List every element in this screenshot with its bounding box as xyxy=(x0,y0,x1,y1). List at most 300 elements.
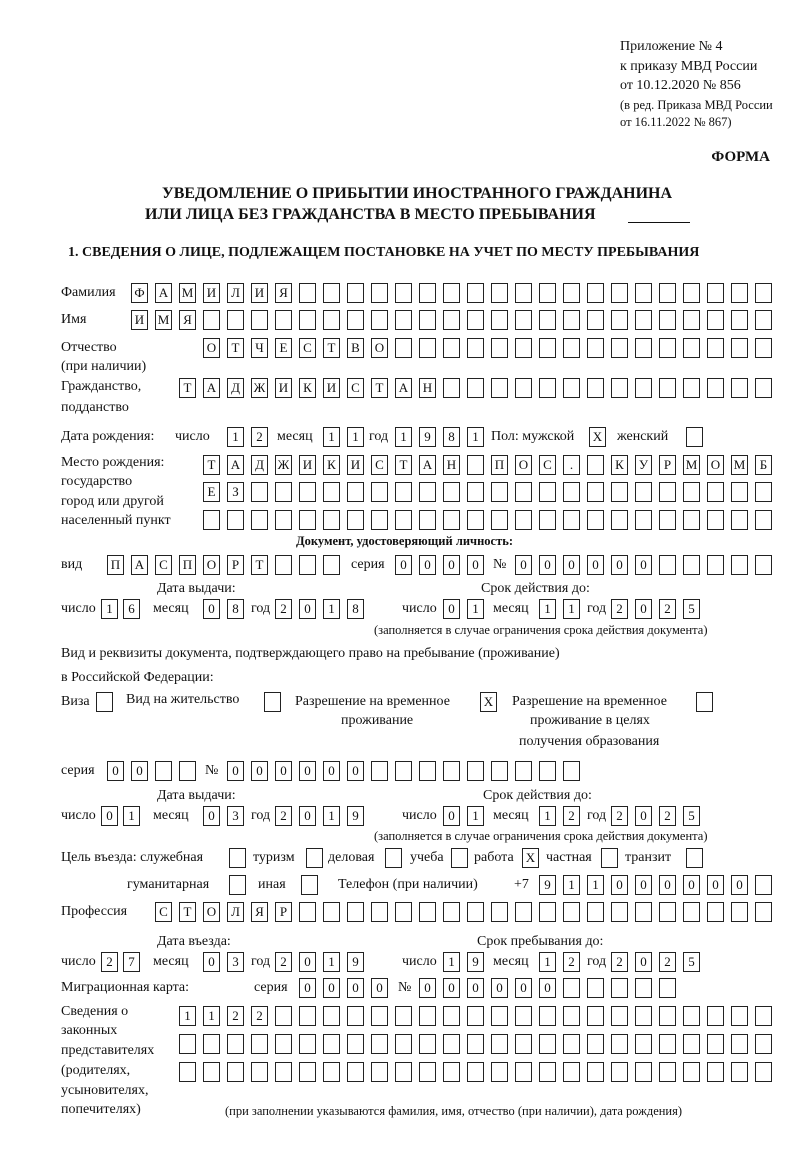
char-cell[interactable]: 2 xyxy=(563,952,580,972)
char-cell[interactable] xyxy=(323,1062,340,1082)
char-cell[interactable]: 2 xyxy=(659,599,676,619)
char-cell[interactable] xyxy=(635,482,652,502)
char-cell[interactable]: 5 xyxy=(683,806,700,826)
char-cell[interactable] xyxy=(491,902,508,922)
checkbox[interactable] xyxy=(301,875,318,895)
char-cell[interactable]: 0 xyxy=(635,875,652,895)
char-cell[interactable] xyxy=(755,1062,772,1082)
char-cell[interactable]: О xyxy=(203,338,220,358)
char-cell[interactable]: 2 xyxy=(659,806,676,826)
char-cell[interactable] xyxy=(659,338,676,358)
char-cell[interactable] xyxy=(635,283,652,303)
char-cell[interactable] xyxy=(515,378,532,398)
char-cell[interactable] xyxy=(587,510,604,530)
char-cell[interactable] xyxy=(323,902,340,922)
char-cell[interactable]: 9 xyxy=(419,427,436,447)
char-cell[interactable]: С xyxy=(155,555,172,575)
char-cell[interactable]: 0 xyxy=(299,761,316,781)
char-cell[interactable] xyxy=(443,761,460,781)
char-cell[interactable]: П xyxy=(107,555,124,575)
char-cell[interactable]: Ч xyxy=(251,338,268,358)
char-cell[interactable] xyxy=(659,482,676,502)
char-cell[interactable] xyxy=(563,283,580,303)
char-cell[interactable] xyxy=(275,1034,292,1054)
char-cell[interactable] xyxy=(659,1006,676,1026)
char-cell[interactable] xyxy=(203,310,220,330)
char-cell[interactable] xyxy=(515,310,532,330)
char-cell[interactable] xyxy=(299,1062,316,1082)
char-cell[interactable]: 0 xyxy=(299,599,316,619)
char-cell[interactable]: Д xyxy=(227,378,244,398)
char-cell[interactable]: Я xyxy=(275,283,292,303)
char-cell[interactable]: 2 xyxy=(275,806,292,826)
char-cell[interactable]: И xyxy=(275,378,292,398)
char-cell[interactable]: 1 xyxy=(587,875,604,895)
char-cell[interactable] xyxy=(587,283,604,303)
char-cell[interactable]: О xyxy=(371,338,388,358)
char-cell[interactable] xyxy=(731,1034,748,1054)
char-cell[interactable] xyxy=(515,510,532,530)
char-cell[interactable] xyxy=(611,1062,628,1082)
char-cell[interactable] xyxy=(659,1034,676,1054)
char-cell[interactable] xyxy=(347,902,364,922)
char-cell[interactable] xyxy=(587,978,604,998)
char-cell[interactable] xyxy=(203,1062,220,1082)
char-cell[interactable]: Л xyxy=(227,283,244,303)
char-cell[interactable]: Д xyxy=(251,455,268,475)
char-cell[interactable]: 0 xyxy=(203,806,220,826)
char-cell[interactable]: Т xyxy=(323,338,340,358)
char-cell[interactable] xyxy=(707,902,724,922)
char-cell[interactable]: И xyxy=(299,455,316,475)
char-cell[interactable]: 0 xyxy=(635,599,652,619)
char-cell[interactable] xyxy=(227,1034,244,1054)
checkbox[interactable]: X xyxy=(480,692,497,712)
char-cell[interactable]: 5 xyxy=(683,952,700,972)
char-cell[interactable] xyxy=(371,283,388,303)
char-cell[interactable] xyxy=(395,1062,412,1082)
char-cell[interactable] xyxy=(395,1006,412,1026)
char-cell[interactable] xyxy=(683,902,700,922)
char-cell[interactable] xyxy=(419,1062,436,1082)
char-cell[interactable]: И xyxy=(131,310,148,330)
char-cell[interactable]: 0 xyxy=(419,978,436,998)
char-cell[interactable] xyxy=(395,338,412,358)
char-cell[interactable] xyxy=(395,510,412,530)
char-cell[interactable] xyxy=(395,310,412,330)
char-cell[interactable] xyxy=(419,310,436,330)
char-cell[interactable]: Т xyxy=(179,902,196,922)
char-cell[interactable] xyxy=(659,378,676,398)
char-cell[interactable] xyxy=(755,310,772,330)
char-cell[interactable]: 1 xyxy=(539,599,556,619)
char-cell[interactable]: 1 xyxy=(123,806,140,826)
char-cell[interactable]: Р xyxy=(659,455,676,475)
char-cell[interactable]: 8 xyxy=(443,427,460,447)
char-cell[interactable] xyxy=(659,555,676,575)
char-cell[interactable] xyxy=(635,1006,652,1026)
char-cell[interactable] xyxy=(755,902,772,922)
char-cell[interactable]: А xyxy=(155,283,172,303)
char-cell[interactable] xyxy=(419,902,436,922)
char-cell[interactable]: 2 xyxy=(251,427,268,447)
char-cell[interactable] xyxy=(635,310,652,330)
char-cell[interactable] xyxy=(515,902,532,922)
char-cell[interactable] xyxy=(179,761,196,781)
checkbox[interactable] xyxy=(229,848,246,868)
char-cell[interactable] xyxy=(635,1034,652,1054)
char-cell[interactable] xyxy=(419,1006,436,1026)
checkbox[interactable] xyxy=(264,692,281,712)
char-cell[interactable] xyxy=(419,510,436,530)
char-cell[interactable]: 0 xyxy=(419,555,436,575)
char-cell[interactable] xyxy=(467,378,484,398)
char-cell[interactable]: А xyxy=(131,555,148,575)
char-cell[interactable]: И xyxy=(251,283,268,303)
char-cell[interactable]: 1 xyxy=(467,806,484,826)
char-cell[interactable] xyxy=(539,310,556,330)
char-cell[interactable] xyxy=(755,875,772,895)
char-cell[interactable] xyxy=(539,1062,556,1082)
char-cell[interactable] xyxy=(515,761,532,781)
char-cell[interactable]: 0 xyxy=(467,555,484,575)
char-cell[interactable]: 0 xyxy=(587,555,604,575)
char-cell[interactable] xyxy=(371,1034,388,1054)
char-cell[interactable]: 1 xyxy=(539,952,556,972)
char-cell[interactable]: Т xyxy=(371,378,388,398)
char-cell[interactable] xyxy=(323,283,340,303)
char-cell[interactable] xyxy=(731,1006,748,1026)
char-cell[interactable] xyxy=(227,1062,244,1082)
char-cell[interactable] xyxy=(347,1006,364,1026)
char-cell[interactable]: З xyxy=(227,482,244,502)
char-cell[interactable]: 9 xyxy=(539,875,556,895)
char-cell[interactable] xyxy=(587,1062,604,1082)
char-cell[interactable] xyxy=(731,1062,748,1082)
char-cell[interactable] xyxy=(731,378,748,398)
char-cell[interactable] xyxy=(611,338,628,358)
char-cell[interactable] xyxy=(707,1062,724,1082)
char-cell[interactable]: М xyxy=(683,455,700,475)
char-cell[interactable]: Т xyxy=(395,455,412,475)
char-cell[interactable]: 1 xyxy=(467,427,484,447)
char-cell[interactable]: 0 xyxy=(299,806,316,826)
checkbox[interactable] xyxy=(686,848,703,868)
char-cell[interactable]: 1 xyxy=(323,427,340,447)
char-cell[interactable] xyxy=(515,1034,532,1054)
char-cell[interactable]: 1 xyxy=(179,1006,196,1026)
char-cell[interactable]: Р xyxy=(227,555,244,575)
char-cell[interactable]: 0 xyxy=(491,978,508,998)
char-cell[interactable] xyxy=(251,482,268,502)
char-cell[interactable]: 0 xyxy=(443,599,460,619)
char-cell[interactable] xyxy=(707,378,724,398)
char-cell[interactable]: 0 xyxy=(107,761,124,781)
char-cell[interactable]: 1 xyxy=(563,599,580,619)
char-cell[interactable]: С xyxy=(539,455,556,475)
char-cell[interactable] xyxy=(443,283,460,303)
char-cell[interactable] xyxy=(563,338,580,358)
char-cell[interactable] xyxy=(203,510,220,530)
char-cell[interactable]: 0 xyxy=(395,555,412,575)
char-cell[interactable] xyxy=(587,310,604,330)
char-cell[interactable] xyxy=(539,283,556,303)
char-cell[interactable]: М xyxy=(731,455,748,475)
char-cell[interactable]: 2 xyxy=(611,599,628,619)
char-cell[interactable] xyxy=(611,283,628,303)
char-cell[interactable]: 0 xyxy=(707,875,724,895)
char-cell[interactable]: 8 xyxy=(347,599,364,619)
char-cell[interactable] xyxy=(491,1034,508,1054)
char-cell[interactable] xyxy=(467,902,484,922)
char-cell[interactable] xyxy=(563,310,580,330)
char-cell[interactable]: Б xyxy=(755,455,772,475)
char-cell[interactable]: 0 xyxy=(275,761,292,781)
char-cell[interactable] xyxy=(755,1034,772,1054)
char-cell[interactable]: 0 xyxy=(635,806,652,826)
char-cell[interactable] xyxy=(587,378,604,398)
char-cell[interactable]: 0 xyxy=(347,761,364,781)
char-cell[interactable] xyxy=(155,761,172,781)
char-cell[interactable] xyxy=(419,761,436,781)
char-cell[interactable] xyxy=(395,761,412,781)
char-cell[interactable]: Н xyxy=(443,455,460,475)
char-cell[interactable]: 0 xyxy=(323,761,340,781)
char-cell[interactable]: Н xyxy=(419,378,436,398)
char-cell[interactable] xyxy=(443,1034,460,1054)
char-cell[interactable]: Е xyxy=(275,338,292,358)
char-cell[interactable]: 9 xyxy=(347,952,364,972)
char-cell[interactable]: 0 xyxy=(371,978,388,998)
char-cell[interactable] xyxy=(179,1062,196,1082)
char-cell[interactable]: А xyxy=(227,455,244,475)
char-cell[interactable]: . xyxy=(563,455,580,475)
char-cell[interactable] xyxy=(587,455,604,475)
char-cell[interactable] xyxy=(395,283,412,303)
char-cell[interactable]: 6 xyxy=(123,599,140,619)
char-cell[interactable] xyxy=(275,510,292,530)
char-cell[interactable]: Ж xyxy=(251,378,268,398)
char-cell[interactable] xyxy=(587,1034,604,1054)
char-cell[interactable]: 1 xyxy=(101,599,118,619)
char-cell[interactable] xyxy=(347,1062,364,1082)
char-cell[interactable] xyxy=(611,1006,628,1026)
char-cell[interactable] xyxy=(323,482,340,502)
char-cell[interactable]: С xyxy=(299,338,316,358)
char-cell[interactable] xyxy=(347,510,364,530)
char-cell[interactable] xyxy=(299,283,316,303)
char-cell[interactable]: К xyxy=(611,455,628,475)
char-cell[interactable]: 2 xyxy=(611,952,628,972)
char-cell[interactable] xyxy=(323,310,340,330)
char-cell[interactable] xyxy=(515,283,532,303)
char-cell[interactable] xyxy=(515,1006,532,1026)
char-cell[interactable] xyxy=(491,761,508,781)
char-cell[interactable] xyxy=(635,338,652,358)
char-cell[interactable] xyxy=(683,510,700,530)
char-cell[interactable] xyxy=(731,338,748,358)
char-cell[interactable] xyxy=(467,510,484,530)
char-cell[interactable] xyxy=(587,902,604,922)
char-cell[interactable] xyxy=(299,1006,316,1026)
char-cell[interactable] xyxy=(563,1034,580,1054)
char-cell[interactable]: Я xyxy=(179,310,196,330)
char-cell[interactable] xyxy=(347,482,364,502)
char-cell[interactable]: 2 xyxy=(275,952,292,972)
char-cell[interactable] xyxy=(467,338,484,358)
char-cell[interactable] xyxy=(635,978,652,998)
char-cell[interactable] xyxy=(371,510,388,530)
char-cell[interactable] xyxy=(683,555,700,575)
char-cell[interactable] xyxy=(563,378,580,398)
char-cell[interactable] xyxy=(419,338,436,358)
char-cell[interactable]: А xyxy=(203,378,220,398)
checkbox[interactable] xyxy=(686,427,703,447)
char-cell[interactable]: 0 xyxy=(443,555,460,575)
char-cell[interactable] xyxy=(731,482,748,502)
char-cell[interactable]: 3 xyxy=(227,952,244,972)
char-cell[interactable]: У xyxy=(635,455,652,475)
checkbox[interactable] xyxy=(229,875,246,895)
char-cell[interactable] xyxy=(299,510,316,530)
char-cell[interactable] xyxy=(491,338,508,358)
char-cell[interactable] xyxy=(323,510,340,530)
char-cell[interactable] xyxy=(659,1062,676,1082)
char-cell[interactable] xyxy=(539,1006,556,1026)
checkbox[interactable] xyxy=(696,692,713,712)
char-cell[interactable] xyxy=(275,555,292,575)
char-cell[interactable] xyxy=(347,283,364,303)
char-cell[interactable]: 9 xyxy=(467,952,484,972)
char-cell[interactable]: О xyxy=(203,555,220,575)
char-cell[interactable] xyxy=(611,978,628,998)
char-cell[interactable] xyxy=(515,1062,532,1082)
char-cell[interactable] xyxy=(251,1034,268,1054)
char-cell[interactable] xyxy=(467,482,484,502)
char-cell[interactable]: 1 xyxy=(467,599,484,619)
checkbox[interactable] xyxy=(451,848,468,868)
char-cell[interactable] xyxy=(539,1034,556,1054)
char-cell[interactable]: О xyxy=(707,455,724,475)
char-cell[interactable] xyxy=(491,283,508,303)
char-cell[interactable]: 5 xyxy=(683,599,700,619)
char-cell[interactable] xyxy=(251,510,268,530)
char-cell[interactable] xyxy=(299,1034,316,1054)
char-cell[interactable] xyxy=(563,510,580,530)
char-cell[interactable] xyxy=(539,761,556,781)
char-cell[interactable]: Е xyxy=(203,482,220,502)
char-cell[interactable] xyxy=(755,482,772,502)
char-cell[interactable]: К xyxy=(299,378,316,398)
checkbox[interactable] xyxy=(385,848,402,868)
checkbox[interactable]: X xyxy=(522,848,539,868)
char-cell[interactable] xyxy=(707,510,724,530)
char-cell[interactable]: Т xyxy=(227,338,244,358)
char-cell[interactable] xyxy=(347,310,364,330)
char-cell[interactable]: 0 xyxy=(323,978,340,998)
char-cell[interactable]: 0 xyxy=(443,806,460,826)
char-cell[interactable] xyxy=(275,310,292,330)
char-cell[interactable]: А xyxy=(419,455,436,475)
char-cell[interactable] xyxy=(491,482,508,502)
char-cell[interactable] xyxy=(323,1006,340,1026)
char-cell[interactable] xyxy=(635,902,652,922)
char-cell[interactable]: О xyxy=(515,455,532,475)
char-cell[interactable] xyxy=(395,1034,412,1054)
char-cell[interactable]: П xyxy=(179,555,196,575)
char-cell[interactable]: Р xyxy=(275,902,292,922)
char-cell[interactable] xyxy=(395,902,412,922)
char-cell[interactable] xyxy=(371,1062,388,1082)
char-cell[interactable]: 0 xyxy=(659,875,676,895)
char-cell[interactable] xyxy=(467,761,484,781)
char-cell[interactable] xyxy=(683,1006,700,1026)
char-cell[interactable]: И xyxy=(323,378,340,398)
char-cell[interactable] xyxy=(755,555,772,575)
char-cell[interactable]: 0 xyxy=(539,978,556,998)
char-cell[interactable]: 0 xyxy=(515,555,532,575)
char-cell[interactable]: 0 xyxy=(683,875,700,895)
char-cell[interactable] xyxy=(755,1006,772,1026)
checkbox[interactable] xyxy=(96,692,113,712)
char-cell[interactable] xyxy=(731,310,748,330)
char-cell[interactable] xyxy=(755,510,772,530)
char-cell[interactable]: 2 xyxy=(251,1006,268,1026)
char-cell[interactable] xyxy=(563,1006,580,1026)
char-cell[interactable]: Я xyxy=(251,902,268,922)
char-cell[interactable] xyxy=(587,482,604,502)
char-cell[interactable] xyxy=(395,482,412,502)
char-cell[interactable]: М xyxy=(179,283,196,303)
char-cell[interactable] xyxy=(419,482,436,502)
char-cell[interactable] xyxy=(491,1062,508,1082)
char-cell[interactable]: 2 xyxy=(659,952,676,972)
char-cell[interactable]: 8 xyxy=(227,599,244,619)
char-cell[interactable] xyxy=(539,338,556,358)
char-cell[interactable] xyxy=(731,283,748,303)
char-cell[interactable]: 1 xyxy=(203,1006,220,1026)
char-cell[interactable] xyxy=(659,310,676,330)
char-cell[interactable] xyxy=(635,510,652,530)
char-cell[interactable] xyxy=(371,902,388,922)
char-cell[interactable] xyxy=(539,378,556,398)
char-cell[interactable] xyxy=(251,1062,268,1082)
char-cell[interactable]: 0 xyxy=(131,761,148,781)
char-cell[interactable]: 1 xyxy=(347,427,364,447)
char-cell[interactable]: И xyxy=(203,283,220,303)
char-cell[interactable] xyxy=(251,310,268,330)
char-cell[interactable] xyxy=(467,1062,484,1082)
char-cell[interactable] xyxy=(755,283,772,303)
char-cell[interactable] xyxy=(731,510,748,530)
char-cell[interactable]: С xyxy=(371,455,388,475)
char-cell[interactable]: Т xyxy=(179,378,196,398)
char-cell[interactable] xyxy=(707,310,724,330)
char-cell[interactable]: 0 xyxy=(299,978,316,998)
char-cell[interactable] xyxy=(611,1034,628,1054)
char-cell[interactable] xyxy=(611,510,628,530)
char-cell[interactable] xyxy=(755,378,772,398)
char-cell[interactable] xyxy=(683,283,700,303)
char-cell[interactable]: А xyxy=(395,378,412,398)
char-cell[interactable] xyxy=(635,378,652,398)
char-cell[interactable] xyxy=(371,482,388,502)
char-cell[interactable] xyxy=(347,1034,364,1054)
char-cell[interactable]: 0 xyxy=(347,978,364,998)
char-cell[interactable] xyxy=(539,482,556,502)
char-cell[interactable] xyxy=(731,902,748,922)
char-cell[interactable] xyxy=(419,283,436,303)
